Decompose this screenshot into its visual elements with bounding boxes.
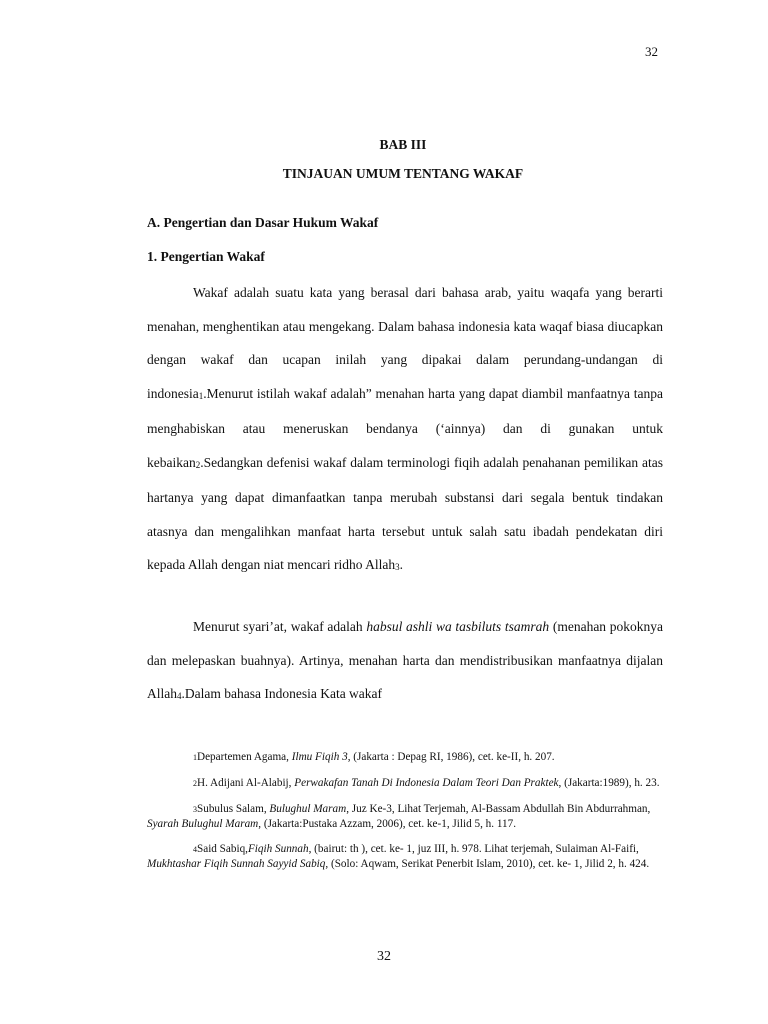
footnote-ref-4[interactable]: 4 — [177, 691, 182, 701]
footnote-ref-2[interactable]: 2 — [195, 459, 201, 470]
footnote-title: Bulughul Maram — [269, 803, 347, 815]
para1-text-2: .Menurut istilah wakaf adalah” menahan harta yang dapat diambil manfaatnya tanpa menghabiskan atau meneruskan bendanya (‘ainnya) dan di gunakan untuk kebaikan — [147, 385, 663, 470]
para1-text-4: . — [399, 557, 404, 572]
footnote-title: Perwakafan Tanah Di Indonesia Dalam Teori Dan Praktek — [294, 777, 559, 789]
footnote-mark: 3 — [193, 805, 197, 814]
para2-italic-term: habsul ashli wa tasbiluts tsamrah — [366, 619, 550, 634]
footnote-4 — [147, 842, 663, 871]
footnote-title: Syarah Bulughul Maram — [147, 818, 259, 830]
para1-text-1: Wakaf adalah suatu kata yang berasal dari bahasa arab, yaitu waqafa yang berarti menahan, menghentikan atau mengekang. Dalam bahasa indonesia kata waqaf biasa diucapkan dengan wakaf dan ucapan inilah yang dipakai dalam perundang-undangan di indonesia — [147, 285, 663, 401]
para2-text-1: Menurut syari’at, wakaf adalah — [193, 619, 367, 634]
page-number-bottom: 32 — [377, 949, 391, 964]
paragraph-syariat — [147, 610, 663, 713]
footnote-text: , (Jakarta:Pustaka Azzam, 2006), cet. ke-1, Jilid 5, h. 117. — [258, 818, 517, 830]
footnote-3 — [147, 802, 663, 831]
footnote-mark: 4 — [193, 845, 197, 854]
para1-text-3: .Sedangkan defenisi wakaf dalam terminologi fiqih adalah penahanan pemilikan atas hartanya yang dapat dimanfaatkan tanpa merubah substansi dari segala bentuk tindakan atasnya dan mengalihkan manfaat harta tersebut untuk salah satu ibadah pendekatan diri kepada Allah dengan niat mencari ridho Allah — [147, 454, 663, 572]
footnote-text: , (Jakarta:1989), h. 23. — [558, 777, 660, 789]
footnote-text: , Juz Ke-3, Lihat Terjemah, Al-Bassam Abdullah Bin Abdurrahman, — [346, 803, 651, 815]
footnote-text: Departemen Agama, — [197, 751, 292, 763]
footnote-2 — [147, 776, 663, 791]
footnotes — [147, 750, 663, 882]
footnote-text: Said Sabiq, — [197, 843, 248, 855]
para2-text-3: .Dalam bahasa Indonesia Kata wakaf — [181, 686, 383, 701]
footnote-mark: 1 — [193, 753, 197, 762]
footnote-ref-3[interactable]: 3 — [395, 562, 400, 572]
paragraph-pengertian — [147, 276, 663, 584]
footnote-ref-1[interactable]: 1 — [198, 390, 204, 401]
footnote-text: H. Adijani Al-Alabij, — [197, 777, 295, 789]
footnote-text: , (bairut: th ), cet. ke- 1, juz III, h. 978. Lihat terjemah, Sulaiman Al-Faifi, — [308, 843, 639, 855]
page-number-top: 32 — [645, 44, 658, 59]
footnote-title: Fiqih Sunnah — [247, 843, 309, 855]
chapter-heading: BAB III — [379, 137, 427, 152]
chapter-title: TINJAUAN UMUM TENTANG WAKAF — [282, 166, 524, 181]
subsection-heading-1: 1. Pengertian Wakaf — [147, 249, 265, 264]
footnote-1 — [147, 750, 663, 765]
footnote-title: Ilmu Fiqih 3 — [291, 751, 348, 763]
footnote-text: , (Solo: Aqwam, Serikat Penerbit Islam, 2010), cet. ke- 1, Jilid 2, h. 424. — [325, 858, 650, 870]
footnote-text: , (Jakarta : Depag RI, 1986), cet. ke-II, h. 207. — [347, 751, 555, 763]
section-heading-a: A. Pengertian dan Dasar Hukum Wakaf — [147, 215, 379, 230]
footnote-text: Subulus Salam, — [197, 803, 270, 815]
footnote-title: Mukhtashar Fiqih Sunnah Sayyid Sabiq — [147, 858, 326, 870]
footnote-mark: 2 — [193, 779, 197, 788]
para2-text-2: (menahan pokoknya dan melepaskan buahnya). Artinya, menahan harta dan mendistribusikan manfaatnya dijalan Allah — [147, 619, 663, 701]
